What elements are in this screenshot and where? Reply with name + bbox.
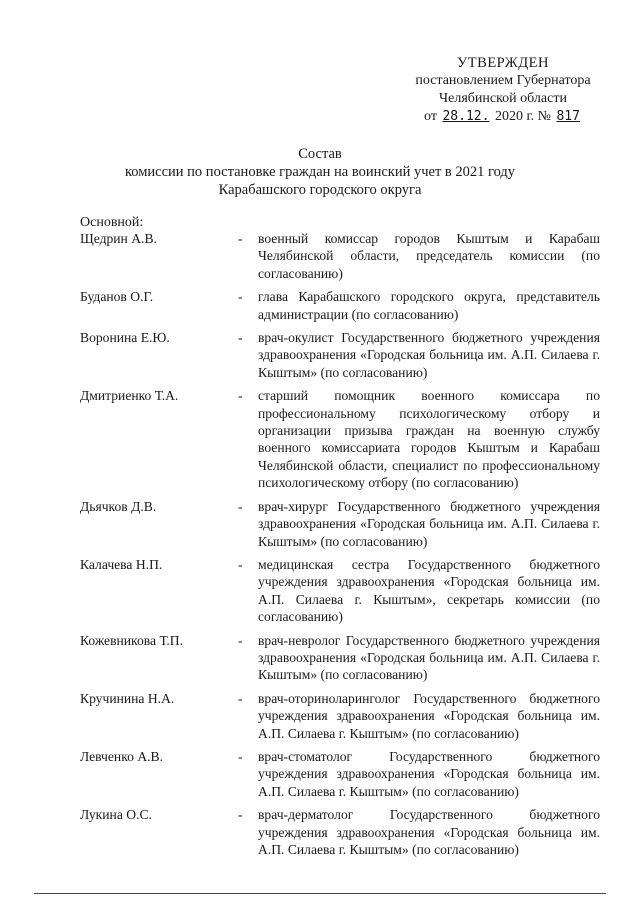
date-prefix: от	[424, 109, 437, 124]
member-list	[80, 230, 600, 858]
member-name: Кожевникова Т.П.	[80, 632, 184, 648]
dash: -	[238, 388, 243, 404]
member-row	[80, 806, 600, 858]
document-title	[0, 145, 640, 199]
member-role: врач-невролог Государственного бюджетного учреждения здравоохранения «Городская больница им. А.П. Силаева г. Кыштым» (по согласованию)	[258, 632, 600, 683]
approval-block	[398, 54, 608, 126]
member-name: Щедрин А.В.	[80, 231, 157, 246]
decree-year: 2020 г. №	[494, 109, 551, 124]
member-row	[80, 748, 600, 800]
dash: -	[238, 556, 243, 572]
member-role: врач-дерматолог Государственного бюджетного учреждения здравоохранения «Городская больница им. А.П. Силаева г. Кыштым» (по согласованию)	[258, 807, 600, 857]
title-line-3: Карабашского городского округа	[218, 182, 422, 198]
member-role: врач-оториноларинголог Государственного бюджетного учреждения здравоохранения «Городская больница им. А.П. Силаева г. Кыштым» (по согласованию)	[258, 690, 600, 741]
member-row	[80, 230, 600, 282]
member-row	[80, 288, 600, 323]
dash: -	[238, 289, 243, 305]
dash: -	[238, 330, 243, 346]
member-name: Буданов О.Г.	[80, 289, 154, 305]
member-role: медицинская сестра Государственного бюджетного учреждения здравоохранения «Городская больница им. А.П. Силаева г. Кыштым», секретарь комиссии (по согласованию)	[258, 556, 600, 625]
member-role: старший помощник военного комиссара по профессиональному психологическому отбору и организации призыва граждан на военную службу военного комиссариата городов Кыштым и Карабаш Челябинской области, специалист по профессиональному психологическому отбору (по согласованию)	[258, 388, 600, 491]
member-name: Дьячков Д.В.	[80, 498, 157, 514]
member-row	[80, 690, 600, 742]
member-row	[80, 556, 600, 626]
member-name: Кручинина Н.А.	[80, 690, 175, 706]
member-row	[80, 387, 600, 491]
member-role: врач-стоматолог Государственного бюджетного учреждения здравоохранения «Городская больница им. А.П. Силаева г. Кыштым» (по согласованию)	[258, 748, 600, 799]
decree-number: 817	[556, 109, 580, 124]
section-label: Основной:	[80, 215, 144, 230]
dash: -	[238, 498, 243, 514]
member-name: Калачева Н.П.	[80, 556, 163, 572]
title-line-1: Состав	[298, 146, 342, 162]
member-name: Воронина Е.Ю.	[80, 330, 170, 346]
approval-date-line	[398, 108, 608, 126]
dash: -	[238, 807, 243, 823]
dash: -	[238, 748, 243, 764]
dash: -	[238, 231, 243, 246]
member-row	[80, 329, 600, 381]
decree-date: 28.12.	[442, 109, 490, 124]
approval-line-1: постановлением Губернатора	[415, 73, 591, 88]
member-row	[80, 498, 600, 550]
member-role: глава Карабашского городского округа, представитель администрации (по согласованию)	[258, 289, 600, 322]
member-row	[80, 632, 600, 684]
dash: -	[238, 632, 243, 648]
dash: -	[238, 690, 243, 706]
member-role: врач-окулист Государственного бюджетного учреждения здравоохранения «Городская больница им. А.П. Силаева г. Кыштым» (по согласованию)	[258, 330, 600, 380]
approval-line-2: Челябинской области	[439, 91, 567, 106]
member-name: Лукина О.С.	[80, 807, 152, 823]
title-line-2: комиссии по постановке граждан на воинский учет в 2021 году	[124, 164, 516, 180]
approval-heading: УТВЕРЖДЕН	[457, 55, 549, 71]
member-name: Дмитриенко Т.А.	[80, 388, 179, 404]
member-role: врач-хирург Государственного бюджетного учреждения здравоохранения «Городская больница им. А.П. Силаева г. Кыштым» (по согласованию)	[258, 498, 600, 549]
member-role: военный комиссар городов Кыштым и Карабаш Челябинской области, председатель комиссии (по согласованию)	[258, 231, 600, 281]
member-name: Левченко А.В.	[80, 748, 163, 764]
bottom-rule	[34, 893, 606, 894]
